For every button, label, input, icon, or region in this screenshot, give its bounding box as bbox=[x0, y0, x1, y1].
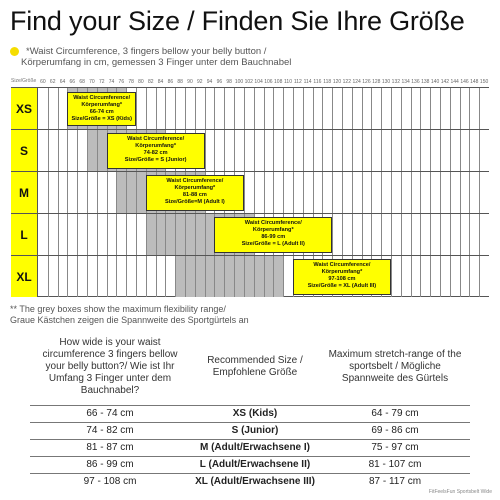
grid-line bbox=[273, 256, 274, 297]
page-title: Find your Size / Finden Sie Ihre Größe bbox=[10, 6, 465, 36]
grid-line bbox=[48, 88, 49, 129]
size-info-line: Körperumfang* bbox=[81, 102, 123, 108]
grid-tick-label: 108 bbox=[274, 79, 283, 85]
grid-line bbox=[440, 130, 441, 171]
grid-line bbox=[450, 88, 451, 129]
grid-line bbox=[234, 88, 235, 129]
grid-tick-label: 138 bbox=[421, 79, 430, 85]
grid-line bbox=[87, 130, 88, 171]
grid-tick-label: 116 bbox=[313, 79, 322, 85]
grid-line bbox=[342, 88, 343, 129]
size-info-line: Waist Circumference/ bbox=[127, 136, 185, 142]
grid-line bbox=[67, 172, 68, 213]
grid-tick-label: 92 bbox=[196, 79, 203, 85]
grid-line bbox=[332, 214, 333, 255]
grid-line bbox=[195, 88, 196, 129]
size-info-box bbox=[293, 259, 391, 295]
grid-tick-label: 74 bbox=[108, 79, 115, 85]
size-table-row bbox=[30, 439, 470, 456]
grid-tick-label: 126 bbox=[362, 79, 371, 85]
grid-tick-label: 98 bbox=[226, 79, 232, 85]
yellow-bullet-icon bbox=[10, 47, 19, 56]
size-row-cells bbox=[38, 172, 489, 213]
grid-tick-label: 96 bbox=[216, 79, 223, 85]
grid-line bbox=[264, 256, 265, 297]
grid-tick-label: 90 bbox=[187, 79, 193, 85]
grid-line bbox=[440, 172, 441, 213]
grid-line bbox=[411, 130, 412, 171]
grid-tick-label: 68 bbox=[79, 79, 85, 85]
grid-line bbox=[362, 130, 363, 171]
grid-line bbox=[430, 214, 431, 255]
grid-line bbox=[479, 88, 480, 129]
note-line-2: Körperumfang in cm, gemessen 3 Finger unter dem Bauchnabel bbox=[21, 57, 292, 68]
grid-line bbox=[381, 214, 382, 255]
size-label: S bbox=[11, 130, 38, 171]
grid-line bbox=[450, 214, 451, 255]
grid-line bbox=[420, 88, 421, 129]
grid-tick-label: 146 bbox=[460, 79, 469, 85]
grid-line bbox=[293, 172, 294, 213]
grid-line bbox=[48, 130, 49, 171]
size-info-line: Körperumfang* bbox=[174, 185, 216, 191]
grid-line bbox=[234, 256, 235, 297]
grid-line bbox=[136, 172, 137, 213]
grid-line bbox=[430, 88, 431, 129]
grid-tick-label: 136 bbox=[411, 79, 420, 85]
grid-line bbox=[352, 130, 353, 171]
grid-tick-label: 144 bbox=[450, 79, 459, 85]
grid-line bbox=[254, 172, 255, 213]
size-info-line: 81-88 cm bbox=[182, 192, 207, 198]
grid-tick-label: 72 bbox=[98, 79, 105, 85]
header-recommended-size: Recommended Size / Empfohlene Größe bbox=[207, 355, 303, 379]
grid-line bbox=[214, 130, 215, 171]
grid-line bbox=[411, 214, 412, 255]
grid-line bbox=[205, 130, 206, 171]
grid-line bbox=[420, 130, 421, 171]
size-row bbox=[11, 213, 489, 255]
grid-tick-label: 120 bbox=[332, 79, 342, 85]
grid-line bbox=[254, 88, 255, 129]
grid-line bbox=[411, 172, 412, 213]
grid-line bbox=[401, 214, 402, 255]
grid-line bbox=[185, 256, 186, 297]
grid-tick-label: 66 bbox=[69, 79, 76, 85]
grid-line bbox=[244, 130, 245, 171]
grid-line bbox=[420, 214, 421, 255]
grid-line bbox=[273, 88, 274, 129]
size-row bbox=[11, 129, 489, 171]
grid-line bbox=[411, 88, 412, 129]
grid-header bbox=[11, 77, 489, 87]
grid-line bbox=[342, 130, 343, 171]
grid-tick-label: 82 bbox=[147, 79, 154, 85]
grid-tick-label: 88 bbox=[177, 79, 183, 85]
header-stretch-range: Maximum stretch-range of the sportsbelt / Mögliche Spannweite des Gürtels bbox=[328, 349, 462, 385]
grid-line bbox=[116, 256, 117, 297]
size-info-line: 86-99 cm bbox=[261, 234, 286, 240]
grid-line bbox=[450, 256, 451, 297]
size-info-line: Waist Circumference/ bbox=[313, 262, 371, 268]
flex-range-grey-box bbox=[175, 256, 283, 297]
grid-line bbox=[460, 172, 461, 213]
grid-line bbox=[195, 214, 196, 255]
grid-tick-label: 118 bbox=[323, 79, 332, 85]
grid-line bbox=[107, 214, 108, 255]
grid-line bbox=[126, 214, 127, 255]
grid-line bbox=[244, 88, 245, 129]
size-row-cells bbox=[38, 88, 489, 129]
grid-line bbox=[48, 214, 49, 255]
grid-line bbox=[214, 88, 215, 129]
grid-line bbox=[371, 172, 372, 213]
grid-line bbox=[411, 256, 412, 297]
grid-line bbox=[156, 88, 157, 129]
grid-line bbox=[87, 172, 88, 213]
grid-line bbox=[362, 214, 363, 255]
grid-line bbox=[460, 88, 461, 129]
size-row bbox=[11, 87, 489, 129]
grid-line bbox=[107, 172, 108, 213]
size-table-row bbox=[30, 405, 470, 422]
grid-line bbox=[264, 88, 265, 129]
grid-tick-label: 60 bbox=[40, 79, 46, 85]
grid-line bbox=[146, 256, 147, 297]
grid-line bbox=[293, 88, 294, 129]
grid-line bbox=[136, 256, 137, 297]
grid-tick-label: 112 bbox=[293, 79, 302, 85]
grid-tick-label: 76 bbox=[118, 79, 125, 85]
grid-line bbox=[126, 256, 127, 297]
grid-tick-label: 122 bbox=[342, 79, 351, 85]
grid-line bbox=[440, 88, 441, 129]
grid-line bbox=[430, 256, 431, 297]
grid-tick-label: 110 bbox=[284, 79, 292, 85]
grid-line bbox=[244, 256, 245, 297]
grid-line bbox=[234, 130, 235, 171]
grid-line bbox=[469, 214, 470, 255]
grid-tick-label: 134 bbox=[401, 79, 410, 85]
grid-line bbox=[362, 88, 363, 129]
grid-line bbox=[67, 256, 68, 297]
grid-line bbox=[303, 172, 304, 213]
grid-line bbox=[273, 172, 274, 213]
grid-line bbox=[185, 214, 186, 255]
grid-tick-label: 150 bbox=[479, 79, 489, 85]
grid-line bbox=[244, 172, 245, 213]
grid-line bbox=[77, 256, 78, 297]
size-info-line: 66-74 cm bbox=[89, 109, 114, 115]
grid-line bbox=[97, 172, 98, 213]
grid-tick-label: 104 bbox=[254, 79, 263, 85]
size-info-line: Size/Größe = XS (Kids) bbox=[71, 116, 132, 122]
grid-line bbox=[479, 214, 480, 255]
grid-line bbox=[146, 214, 147, 255]
waist-cell: 74 - 82 cm bbox=[30, 422, 190, 439]
size-info-box bbox=[214, 217, 332, 253]
grid-line bbox=[58, 256, 59, 297]
size-info-line: 97-108 cm bbox=[328, 276, 356, 282]
footnote-line-1: ** The grey boxes show the maximum flexibility range/ bbox=[10, 304, 226, 314]
grid-line bbox=[371, 214, 372, 255]
grid-line bbox=[156, 214, 157, 255]
grid-line bbox=[283, 88, 284, 129]
grid-line bbox=[420, 256, 421, 297]
grid-line bbox=[420, 172, 421, 213]
grid-line bbox=[332, 130, 333, 171]
grid-line bbox=[440, 256, 441, 297]
grid-line bbox=[126, 172, 127, 213]
size-label: M bbox=[11, 172, 38, 213]
grid-line bbox=[214, 256, 215, 297]
grid-line bbox=[401, 256, 402, 297]
size-row bbox=[11, 255, 489, 297]
grid-line bbox=[293, 130, 294, 171]
grid-line bbox=[165, 256, 166, 297]
grid-tick-label: 114 bbox=[303, 79, 312, 85]
grid-line bbox=[440, 214, 441, 255]
grid-line bbox=[391, 256, 392, 297]
grid-line bbox=[273, 130, 274, 171]
size-info-box bbox=[107, 133, 205, 169]
grid-line bbox=[254, 256, 255, 297]
note-line-1: *Waist Circumference, 3 fingers bellow your belly button / bbox=[26, 46, 267, 57]
grid-line bbox=[87, 214, 88, 255]
grid-line bbox=[136, 214, 137, 255]
size-info-line: Körperumfang* bbox=[321, 269, 363, 275]
grid-line bbox=[479, 256, 480, 297]
size-info-line: Size/Größe=M (Adult I) bbox=[164, 199, 225, 205]
size-row bbox=[11, 171, 489, 213]
grid-line bbox=[460, 214, 461, 255]
grid-line bbox=[97, 214, 98, 255]
grid-line bbox=[146, 88, 147, 129]
grid-line bbox=[401, 130, 402, 171]
grid-line bbox=[107, 256, 108, 297]
grid-line bbox=[381, 88, 382, 129]
grid-line bbox=[381, 130, 382, 171]
header-waist: How wide is your waist circumference 3 fingers bellow your belly button?/ Wie ist Ihr Umfang 3 Finger unter dem Bauchnabel? bbox=[42, 337, 178, 397]
grid-line bbox=[352, 214, 353, 255]
grid-line bbox=[77, 172, 78, 213]
grid-line bbox=[322, 172, 323, 213]
size-info-line: Körperumfang* bbox=[252, 227, 294, 233]
grid-line bbox=[175, 256, 176, 297]
grid-line bbox=[136, 88, 137, 129]
grid-tick-label: 142 bbox=[440, 79, 450, 85]
grid-line bbox=[391, 130, 392, 171]
grid-line bbox=[391, 214, 392, 255]
grid-line bbox=[175, 214, 176, 255]
grid-line bbox=[48, 256, 49, 297]
grid-tick-label: 94 bbox=[206, 79, 213, 85]
grid-line bbox=[165, 88, 166, 129]
grid-line bbox=[87, 256, 88, 297]
waist-cell: 86 - 99 cm bbox=[30, 456, 190, 473]
grid-line bbox=[116, 214, 117, 255]
grid-line bbox=[195, 256, 196, 297]
grid-line bbox=[175, 88, 176, 129]
grid-line bbox=[430, 172, 431, 213]
grid-line bbox=[185, 88, 186, 129]
grid-tick-label: 64 bbox=[59, 79, 66, 85]
grid-line bbox=[479, 130, 480, 171]
grid-tick-label: 84 bbox=[157, 79, 164, 85]
grid-line bbox=[224, 130, 225, 171]
grid-line bbox=[48, 172, 49, 213]
grid-line bbox=[283, 130, 284, 171]
size-table-row bbox=[30, 456, 470, 473]
grid-line bbox=[165, 214, 166, 255]
grid-line bbox=[116, 172, 117, 213]
recommended-size-cell: S (Junior) bbox=[190, 422, 320, 439]
grid-line bbox=[381, 172, 382, 213]
grid-tick-label: 70 bbox=[89, 79, 95, 85]
grid-line bbox=[58, 172, 59, 213]
grid-line bbox=[58, 130, 59, 171]
grid-tick-label: 100 bbox=[234, 79, 244, 85]
grid-line bbox=[352, 88, 353, 129]
waist-cell: 66 - 74 cm bbox=[30, 405, 190, 422]
grid-line bbox=[205, 256, 206, 297]
grid-line bbox=[401, 88, 402, 129]
grid-line bbox=[450, 172, 451, 213]
grid-line bbox=[283, 172, 284, 213]
grid-line bbox=[67, 130, 68, 171]
grid-tick-label: 128 bbox=[372, 79, 381, 85]
grid-tick-label: 132 bbox=[391, 79, 401, 85]
grid-line bbox=[469, 88, 470, 129]
grid-line bbox=[156, 256, 157, 297]
grid-line bbox=[391, 88, 392, 129]
grid-line bbox=[469, 172, 470, 213]
grid-line bbox=[58, 214, 59, 255]
size-row-cells bbox=[38, 256, 489, 297]
grid-line bbox=[313, 172, 314, 213]
grid-tick-label: 102 bbox=[244, 79, 253, 85]
grid-line bbox=[264, 172, 265, 213]
grid-line bbox=[332, 88, 333, 129]
grid-tick-label: 148 bbox=[470, 79, 479, 85]
grid-line bbox=[469, 256, 470, 297]
grid-tick-label: 78 bbox=[128, 79, 134, 85]
grid-line bbox=[97, 256, 98, 297]
stretch-range-cell: 81 - 107 cm bbox=[320, 456, 470, 473]
grid-line bbox=[332, 172, 333, 213]
size-table-header-row bbox=[30, 330, 470, 405]
size-info-line: Waist Circumference/ bbox=[166, 178, 224, 184]
grid-line bbox=[479, 172, 480, 213]
recommended-size-cell: M (Adult/Erwachsene I) bbox=[190, 439, 320, 456]
size-table bbox=[30, 330, 470, 490]
grid-tick-label: 80 bbox=[138, 79, 144, 85]
size-label: XS bbox=[11, 88, 38, 129]
grid-line bbox=[342, 172, 343, 213]
size-grid bbox=[11, 77, 489, 301]
grid-line bbox=[469, 130, 470, 171]
size-info-line: Waist Circumference/ bbox=[244, 220, 302, 226]
grid-line bbox=[460, 130, 461, 171]
grid-line bbox=[430, 130, 431, 171]
size-row-cells bbox=[38, 130, 489, 171]
grid-tick-label: 140 bbox=[430, 79, 440, 85]
footnote-line-2: Graue Kästchen zeigen die Spannweite des Sportgürtels an bbox=[10, 315, 249, 325]
grid-line bbox=[313, 88, 314, 129]
grid-line bbox=[450, 130, 451, 171]
grid-line bbox=[97, 130, 98, 171]
grid-line bbox=[391, 172, 392, 213]
grid-line bbox=[303, 130, 304, 171]
grid-line bbox=[77, 130, 78, 171]
grid-line bbox=[362, 172, 363, 213]
grid-line bbox=[224, 256, 225, 297]
size-info-box bbox=[67, 92, 136, 126]
grid-line bbox=[342, 214, 343, 255]
waist-cell: 81 - 87 cm bbox=[30, 439, 190, 456]
credit-text: FitFeelsFun Sportsbelt Wide bbox=[428, 489, 492, 495]
grid-tick-label: 124 bbox=[352, 79, 361, 85]
waist-cell: 97 - 108 cm bbox=[30, 473, 190, 490]
stretch-range-cell: 75 - 97 cm bbox=[320, 439, 470, 456]
recommended-size-cell: XL (Adult/Erwachsene III) bbox=[190, 473, 320, 490]
size-table-row bbox=[30, 422, 470, 439]
size-label: XL bbox=[11, 256, 38, 297]
grid-line bbox=[303, 88, 304, 129]
size-info-line: Körperumfang* bbox=[135, 143, 176, 149]
size-info-line: Size/Größe = S (Junior) bbox=[124, 157, 187, 163]
grid-line bbox=[67, 214, 68, 255]
grid-line bbox=[322, 88, 323, 129]
stretch-range-cell: 87 - 117 cm bbox=[320, 473, 470, 490]
size-table-row bbox=[30, 473, 470, 490]
grid-tick-label: 106 bbox=[264, 79, 273, 85]
grid-line bbox=[322, 130, 323, 171]
stretch-range-cell: 64 - 79 cm bbox=[320, 405, 470, 422]
grid-line bbox=[371, 88, 372, 129]
grid-line bbox=[264, 130, 265, 171]
grey-box-footnote bbox=[10, 304, 249, 326]
size-label: L bbox=[11, 214, 38, 255]
grid-tick-label: 62 bbox=[49, 79, 56, 85]
grid-corner-label: Size/Größe bbox=[11, 78, 37, 84]
size-info-line: Size/Größe = L (Adult II) bbox=[241, 241, 305, 247]
recommended-size-cell: L (Adult/Erwachsene II) bbox=[190, 456, 320, 473]
grid-line bbox=[283, 256, 284, 297]
grid-line bbox=[313, 130, 314, 171]
grid-line bbox=[460, 256, 461, 297]
grid-line bbox=[77, 214, 78, 255]
grid-line bbox=[205, 214, 206, 255]
grid-line bbox=[401, 172, 402, 213]
grid-line bbox=[224, 88, 225, 129]
grid-tick-label: 86 bbox=[167, 79, 174, 85]
size-info-line: Size/Größe = XL (Adult III) bbox=[307, 283, 377, 289]
size-info-line: Waist Circumference/ bbox=[73, 95, 131, 101]
recommended-size-cell: XS (Kids) bbox=[190, 405, 320, 422]
grid-tick-label: 130 bbox=[381, 79, 391, 85]
size-row-cells bbox=[38, 214, 489, 255]
stretch-range-cell: 69 - 86 cm bbox=[320, 422, 470, 439]
grid-line bbox=[254, 130, 255, 171]
grid-line bbox=[371, 130, 372, 171]
grid-line bbox=[205, 88, 206, 129]
size-info-line: 74-82 cm bbox=[143, 150, 168, 156]
grid-line bbox=[58, 88, 59, 129]
grid-line bbox=[352, 172, 353, 213]
size-info-box bbox=[146, 175, 244, 211]
